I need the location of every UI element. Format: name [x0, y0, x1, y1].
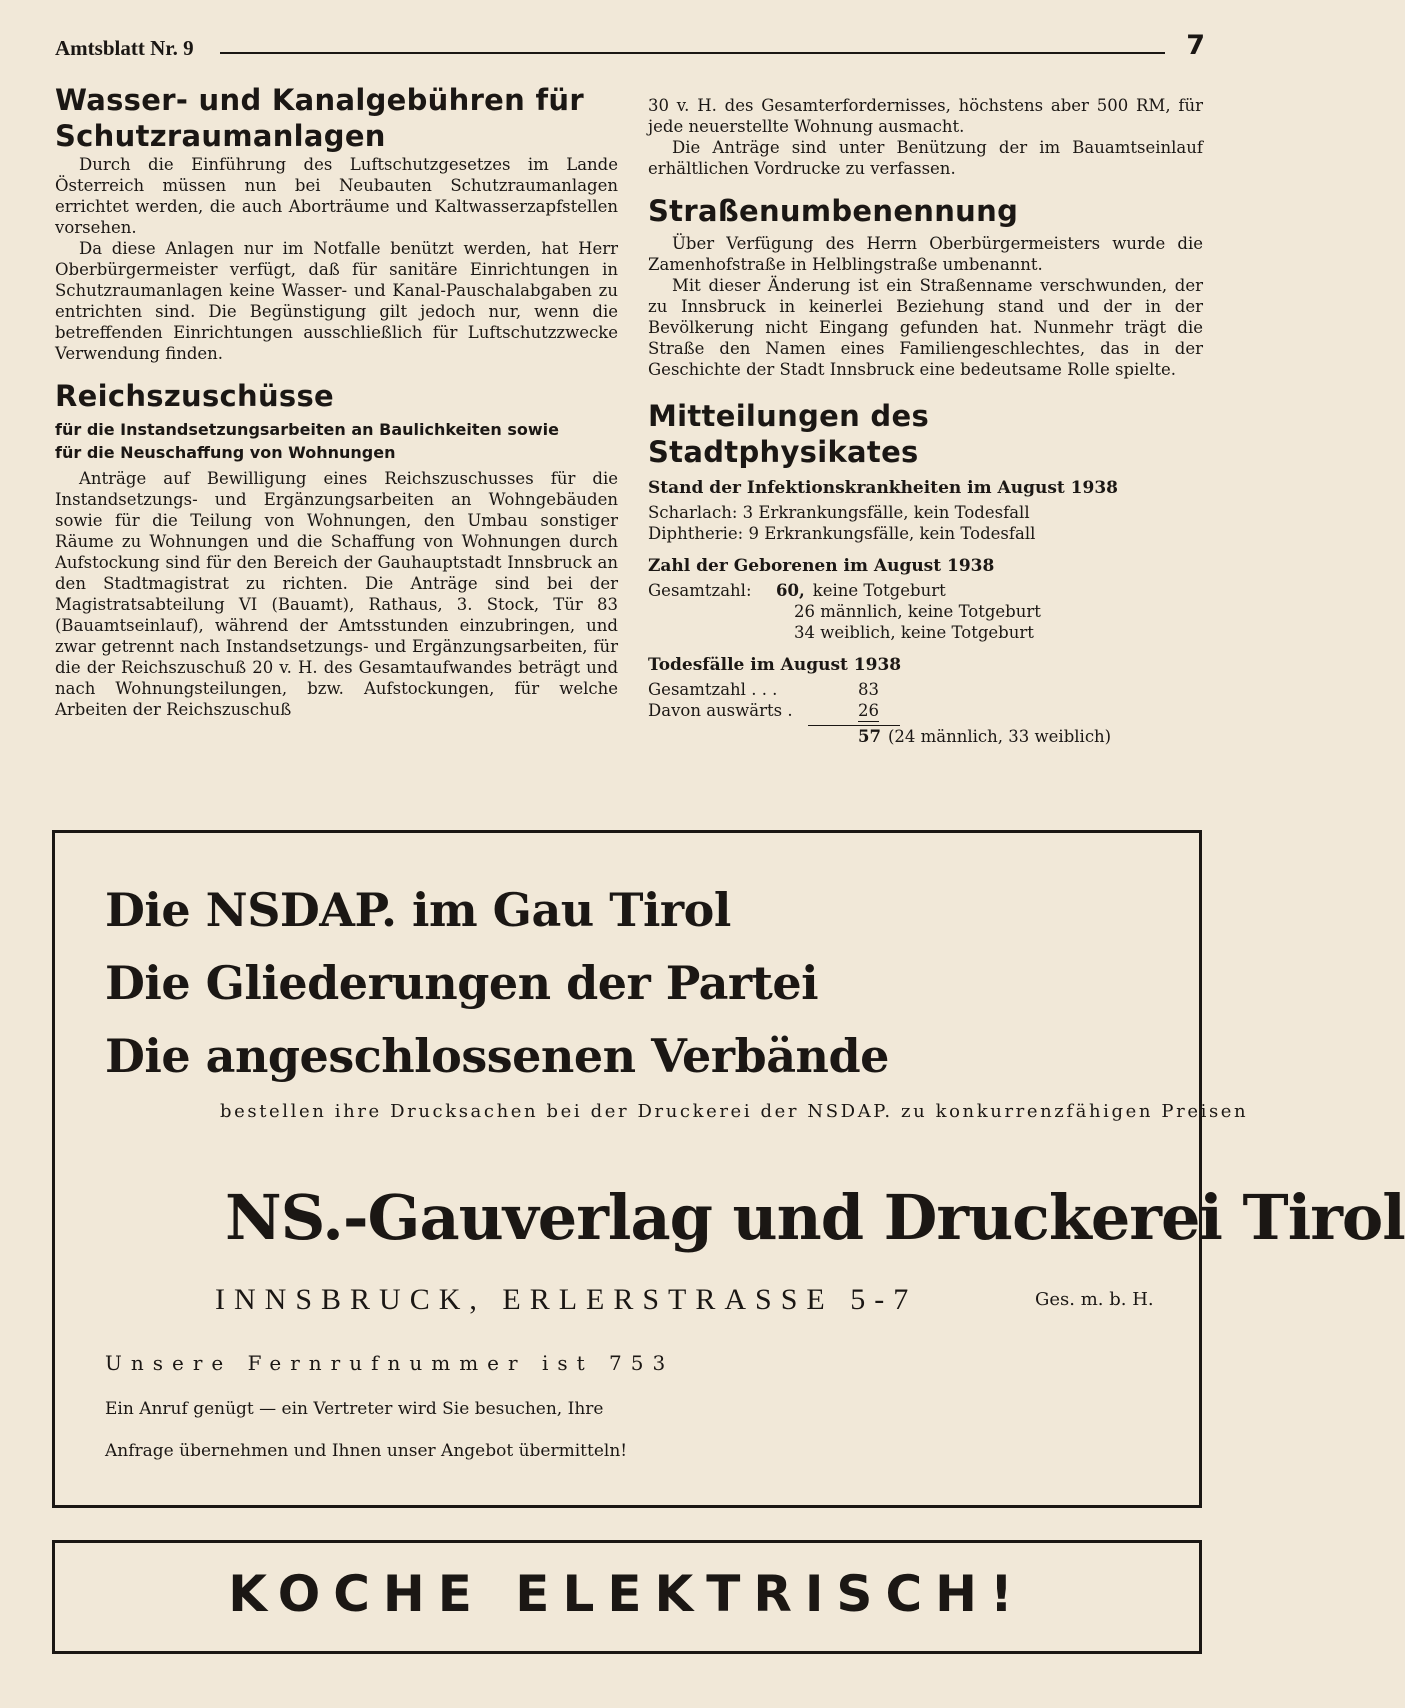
article-title-subsidies: Reichszuschüsse [55, 379, 334, 413]
ad-company-form: Ges. m. b. H. [1035, 1289, 1154, 1310]
banner-text: KOCHE ELEKTRISCH! [228, 1565, 1026, 1623]
page-header [55, 30, 1205, 66]
water-fees-paragraph-1: Durch die Einführung des Luftschutzgesetzes im Lande Österreich müssen nun bei Neubauten Schutzraumanlagen errichtet werden, die auch Aborträume und Kaltwasserzapfstellen vorsehen. [55, 155, 618, 237]
ad-publisher: NS.-Gauverlag und Druckerei Tirol [225, 1181, 1405, 1254]
ad-call-line-2: Anfrage übernehmen und Ihnen unser Angebot übermitteln! [105, 1441, 628, 1461]
deaths-net-value: 57 [858, 727, 881, 746]
cook-electric-banner [52, 1540, 1202, 1654]
deaths-outside-value: 26 [858, 701, 879, 720]
right-column [648, 95, 1203, 747]
subsidies-paragraph-1: Anträge auf Bewilligung eines Reichszuschusses für die Instandsetzungs- und Ergänzungsarbeiten an Wohngebäuden sowie für die Teilung von Wohnungen, den Umbau sonstiger Räume zu Wohnungen und die Schaffung von Wohnungen durch Aufstockung sind für den Bereich der Gauhauptstadt Innsbruck an den Stadtmagistrat zu richten. Die Anträge sind bei der Magistratsabteilung VI (Bauamt), Rathaus, 3. Stock, Tür 83 (Bauamtseinlauf), während der Amtsstunden einzubringen, und zwar getrennt nach Instandsetzungs- und Ergänzungsarbeiten, für die der Reichszuschuß 20 v. H. des Gesamtaufwandes beträgt und nach Wohnungsteilungen, bzw. Aufstockungen, für welche Arbeiten der Reichszuschuß [55, 469, 618, 719]
infections-heading: Stand der Infektionskrankheiten im August 1938 [648, 478, 1118, 498]
subsidies-continuation: 30 v. H. des Gesamterfordernisses, höchstens aber 500 RM, für jede neuerstellte Wohnung ausmacht. [648, 96, 1203, 136]
ad-call-line-1: Ein Anruf genügt — ein Vertreter wird Sie besuchen, Ihre [105, 1399, 604, 1419]
ad-line-1: Die NSDAP. im Gau Tirol [105, 883, 731, 937]
births-male: 26 männlich, keine Totgeburt [794, 602, 1041, 621]
births-heading: Zahl der Geborenen im August 1938 [648, 556, 995, 576]
deaths-outside-row: Davon auswärts . 26 [648, 701, 879, 720]
deaths-heading: Todesfälle im August 1938 [648, 655, 902, 675]
street-renaming-paragraph-2: Mit dieser Änderung ist ein Straßenname verschwunden, der zu Innsbruck in keinerlei Beziehung stand und der in der Bevölkerung nicht Eingang gefunden hat. Nunmehr trägt die Straße den Namen eines Familiengeschlechtes, das in der Geschichte der Stadt Innsbruck eine bedeutsame Rolle spielte. [648, 276, 1203, 379]
water-fees-paragraph-2: Da diese Anlagen nur im Notfalle benützt werden, hat Herr Oberbürgermeister verfügt, daß für sanitäre Einrichtungen in Schutzraumanlagen keine Wasser- und Kanal-Pauschalabgaben zu entrichten sind. Die Begünstigung gilt jedoch nur, wenn die betreffenden Einrichtungen ausschließlich für Luftschutzzwecke Verwendung finden. [55, 239, 618, 363]
births-total-row: Gesamtzahl: 60, keine Totgeburt [648, 581, 946, 600]
street-renaming-paragraph-1: Über Verfügung des Herrn Oberbürgermeisters wurde die Zamenhofstraße in Helblingstraße umbenannt. [648, 234, 1203, 274]
article-title-street-renaming: Straßenumbenennung [648, 194, 1019, 228]
publication-name: Amtsblatt Nr. 9 [55, 36, 194, 60]
left-column [55, 82, 618, 720]
ad-phone: Unsere Fernrufnummer ist 753 [105, 1351, 675, 1375]
article-title-health-office: Mitteilungen des Stadtphysikates [648, 399, 930, 469]
page-number: 7 [1186, 30, 1205, 61]
ad-line-2: Die Gliederungen der Partei [105, 956, 819, 1010]
infections-scarlet-fever: Scharlach: 3 Erkrankungsfälle, kein Todesfall [648, 503, 1030, 522]
births-female: 34 weiblich, keine Totgeburt [794, 623, 1034, 642]
deaths-net-row: 57 (24 männlich, 33 weiblich) [858, 727, 1112, 746]
ad-order-text: bestellen ihre Drucksachen bei der Druckerei der NSDAP. zu konkurrenzfähigen Preisen [220, 1101, 1249, 1122]
deaths-total-value: 83 [858, 680, 879, 699]
ad-line-3: Die angeschlossenen Verbände [105, 1029, 889, 1083]
ad-address: INNSBRUCK, ERLERSTRASSE 5-7 [215, 1283, 918, 1316]
header-rule [220, 52, 1165, 54]
deaths-total-row: Gesamtzahl . . . 83 [648, 680, 879, 699]
subsidies-paragraph-2: Die Anträge sind unter Benützung der im Bauamtseinlauf erhältlichen Vordrucke zu verfassen. [648, 138, 1203, 178]
article-subtitle-subsidies: für die Instandsetzungsarbeiten an Baulichkeiten sowie für die Neuschaffung von Wohnungen [55, 420, 559, 462]
births-total-value: 60, [776, 581, 805, 600]
party-printer-advertisement [52, 830, 1405, 1508]
infections-diphtheria: Diphtherie: 9 Erkrankungsfälle, kein Todesfall [648, 524, 1036, 543]
article-title-water-fees: Wasser- und Kanalgebühren für Schutzraumanlagen [55, 83, 584, 153]
